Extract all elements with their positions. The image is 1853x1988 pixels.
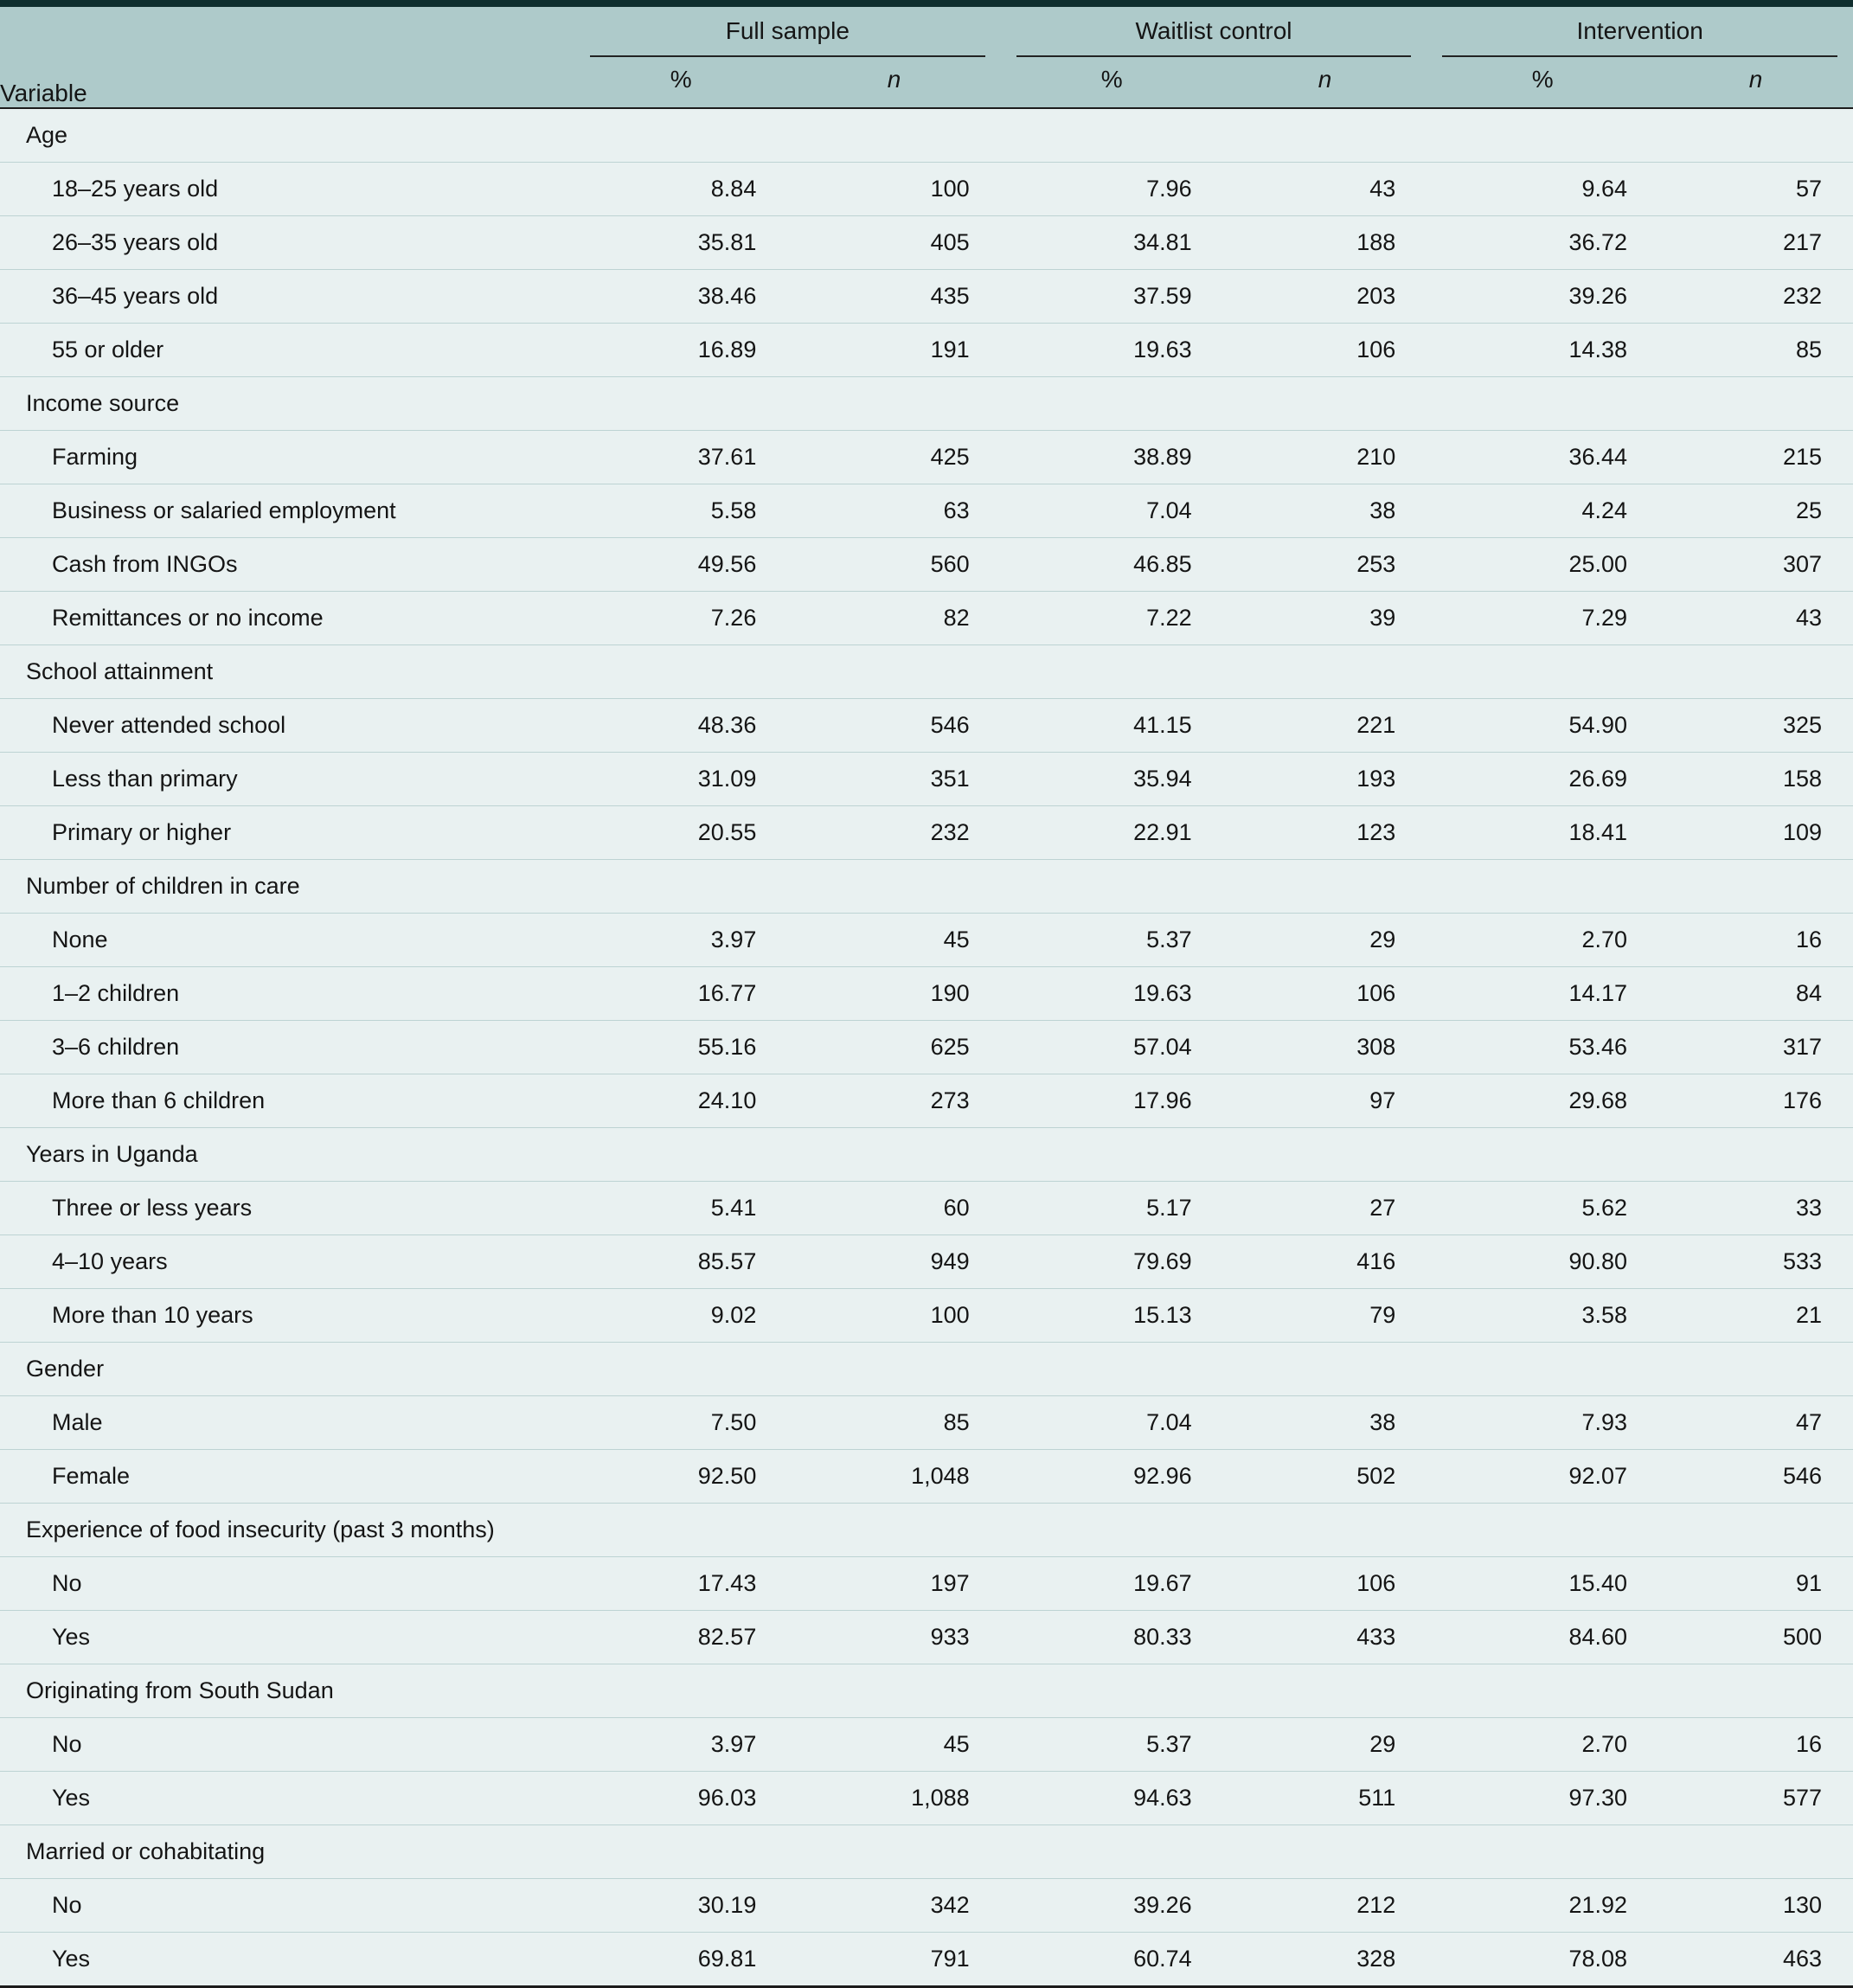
cell-value: 106	[1223, 967, 1427, 1021]
row-label: Female	[0, 1450, 574, 1504]
section-label: Experience of food insecurity (past 3 months)	[0, 1504, 1853, 1557]
cell-value: 29	[1223, 1718, 1427, 1772]
cell-value: 91	[1658, 1557, 1853, 1611]
cell-value: 8.84	[574, 163, 787, 216]
subheader-pct-intervention: %	[1427, 57, 1658, 108]
cell-value: 500	[1658, 1611, 1853, 1664]
cell-value: 1,088	[787, 1772, 1000, 1825]
cell-value: 37.59	[1001, 270, 1223, 324]
section-row	[0, 1664, 1853, 1718]
row-label: Yes	[0, 1933, 574, 1987]
row-label: 18–25 years old	[0, 163, 574, 216]
row-label: 3–6 children	[0, 1021, 574, 1074]
group-underline-waitlist-control	[1016, 9, 1412, 57]
cell-value: 106	[1223, 1557, 1427, 1611]
cell-value: 7.93	[1427, 1396, 1658, 1450]
section-label: Age	[26, 122, 68, 148]
cell-value: 34.81	[1001, 216, 1223, 270]
table-row	[0, 1450, 1853, 1504]
cell-value: 7.26	[574, 592, 787, 645]
cell-value: 39.26	[1427, 270, 1658, 324]
cell-value: 3.58	[1427, 1289, 1658, 1343]
cell-value: 5.37	[1001, 1718, 1223, 1772]
cell-value: 45	[787, 914, 1000, 967]
row-label: Business or salaried employment	[0, 484, 574, 538]
row-label: Never attended school	[0, 699, 574, 753]
cell-value: 43	[1223, 163, 1427, 216]
cell-value: 19.63	[1001, 967, 1223, 1021]
cell-value: 45	[787, 1718, 1000, 1772]
cell-value: 29	[1223, 914, 1427, 967]
cell-value: 130	[1658, 1879, 1853, 1933]
table-row	[0, 1718, 1853, 1772]
section-row	[0, 860, 1853, 914]
cell-value: 215	[1658, 431, 1853, 484]
table-row	[0, 1021, 1853, 1074]
cell-value: 84.60	[1427, 1611, 1658, 1664]
section-row	[0, 377, 1853, 431]
cell-value: 30.19	[574, 1879, 787, 1933]
cell-value: 232	[1658, 270, 1853, 324]
row-label: Yes	[0, 1772, 574, 1825]
cell-value: 433	[1223, 1611, 1427, 1664]
cell-value: 38.89	[1001, 431, 1223, 484]
cell-value: 37.61	[574, 431, 787, 484]
cell-value: 109	[1658, 806, 1853, 860]
cell-value: 26.69	[1427, 753, 1658, 806]
cell-value: 212	[1223, 1879, 1427, 1933]
cell-value: 47	[1658, 1396, 1853, 1450]
cell-value: 511	[1223, 1772, 1427, 1825]
table-header	[0, 3, 1853, 108]
cell-value: 69.81	[574, 1933, 787, 1987]
section-label: Originating from South Sudan	[0, 1664, 1853, 1718]
group-label-intervention: Intervention	[1576, 17, 1703, 44]
section-row	[0, 1343, 1853, 1396]
row-label: 4–10 years	[0, 1235, 574, 1289]
row-label: 26–35 years old	[0, 216, 574, 270]
cell-value: 97.30	[1427, 1772, 1658, 1825]
cell-value: 92.96	[1001, 1450, 1223, 1504]
cell-value: 325	[1658, 699, 1853, 753]
cell-value: 5.17	[1001, 1182, 1223, 1235]
table-row	[0, 1557, 1853, 1611]
table-row	[0, 914, 1853, 967]
cell-value: 9.02	[574, 1289, 787, 1343]
cell-value: 31.09	[574, 753, 787, 806]
cell-value: 20.55	[574, 806, 787, 860]
cell-value: 217	[1658, 216, 1853, 270]
cell-value: 25.00	[1427, 538, 1658, 592]
cell-value: 80.33	[1001, 1611, 1223, 1664]
table-row	[0, 216, 1853, 270]
cell-value: 49.56	[574, 538, 787, 592]
table-row	[0, 753, 1853, 806]
cell-value: 85	[787, 1396, 1000, 1450]
subheader-n-full-sample: n	[787, 57, 1000, 108]
group-label-waitlist-control: Waitlist control	[1135, 17, 1292, 44]
cell-value: 5.41	[574, 1182, 787, 1235]
cell-value: 176	[1658, 1074, 1853, 1128]
cell-value: 203	[1223, 270, 1427, 324]
row-label: Farming	[0, 431, 574, 484]
section-label: Income source	[0, 377, 1853, 431]
cell-value: 7.96	[1001, 163, 1223, 216]
cell-value: 577	[1658, 1772, 1853, 1825]
table-row	[0, 324, 1853, 377]
row-label: More than 10 years	[0, 1289, 574, 1343]
cell-value: 100	[787, 163, 1000, 216]
subheader-n-waitlist-control: n	[1223, 57, 1427, 108]
cell-value: 546	[787, 699, 1000, 753]
cell-value: 55.16	[574, 1021, 787, 1074]
cell-value: 92.50	[574, 1450, 787, 1504]
cell-value: 273	[787, 1074, 1000, 1128]
row-label: Primary or higher	[0, 806, 574, 860]
table-row	[0, 538, 1853, 592]
cell-value: 17.96	[1001, 1074, 1223, 1128]
cell-value: 36.44	[1427, 431, 1658, 484]
cell-value: 435	[787, 270, 1000, 324]
cell-value: 949	[787, 1235, 1000, 1289]
row-label: Three or less years	[0, 1182, 574, 1235]
cell-value: 9.64	[1427, 163, 1658, 216]
cell-value: 96.03	[574, 1772, 787, 1825]
row-label: None	[0, 914, 574, 967]
cell-value: 82.57	[574, 1611, 787, 1664]
group-header-full-sample	[574, 3, 1001, 57]
cell-value: 425	[787, 431, 1000, 484]
cell-value: 3.97	[574, 914, 787, 967]
row-label: Male	[0, 1396, 574, 1450]
section-label: Number of children in care	[0, 860, 1853, 914]
group-label-full-sample: Full sample	[725, 17, 850, 44]
table-row	[0, 1772, 1853, 1825]
section-label: Married or cohabitating	[0, 1825, 1853, 1879]
subheader-n-intervention: n	[1658, 57, 1853, 108]
cell-value: 84	[1658, 967, 1853, 1021]
row-label: Cash from INGOs	[0, 538, 574, 592]
cell-value: 307	[1658, 538, 1853, 592]
cell-value: 7.29	[1427, 592, 1658, 645]
subheader-pct-waitlist-control: %	[1001, 57, 1223, 108]
cell-value: 38.46	[574, 270, 787, 324]
cell-value: 39	[1223, 592, 1427, 645]
cell-value: 21.92	[1427, 1879, 1658, 1933]
cell-value: 57	[1658, 163, 1853, 216]
cell-value: 16	[1658, 914, 1853, 967]
cell-value: 60.74	[1001, 1933, 1223, 1987]
cell-value: 41.15	[1001, 699, 1223, 753]
table-row	[0, 1396, 1853, 1450]
row-label: 1–2 children	[0, 967, 574, 1021]
cell-value: 94.63	[1001, 1772, 1223, 1825]
cell-value: 54.90	[1427, 699, 1658, 753]
cell-value: 188	[1223, 216, 1427, 270]
cell-value: 5.37	[1001, 914, 1223, 967]
cell-value: 533	[1658, 1235, 1853, 1289]
cell-value: 60	[787, 1182, 1000, 1235]
row-label: No	[0, 1557, 574, 1611]
cell-value: 16	[1658, 1718, 1853, 1772]
cell-value: 158	[1658, 753, 1853, 806]
table-row	[0, 699, 1853, 753]
row-label: More than 6 children	[0, 1074, 574, 1128]
cell-value: 19.63	[1001, 324, 1223, 377]
cell-value: 106	[1223, 324, 1427, 377]
cell-value: 7.04	[1001, 1396, 1223, 1450]
cell-value: 232	[787, 806, 1000, 860]
cell-value: 36.72	[1427, 216, 1658, 270]
cell-value: 38	[1223, 1396, 1427, 1450]
cell-value: 92.07	[1427, 1450, 1658, 1504]
table-row	[0, 1235, 1853, 1289]
cell-value: 35.94	[1001, 753, 1223, 806]
row-label: Remittances or no income	[0, 592, 574, 645]
cell-value: 14.17	[1427, 967, 1658, 1021]
cell-value: 933	[787, 1611, 1000, 1664]
section-row	[0, 1504, 1853, 1557]
row-label: Yes	[0, 1611, 574, 1664]
cell-value: 1,048	[787, 1450, 1000, 1504]
table-row	[0, 967, 1853, 1021]
cell-value: 253	[1223, 538, 1427, 592]
cell-value: 463	[1658, 1933, 1853, 1987]
cell-value: 7.22	[1001, 592, 1223, 645]
table-row	[0, 1289, 1853, 1343]
cell-value: 24.10	[574, 1074, 787, 1128]
cell-value: 416	[1223, 1235, 1427, 1289]
cell-value: 328	[1223, 1933, 1427, 1987]
cell-value: 342	[787, 1879, 1000, 1933]
cell-value: 15.40	[1427, 1557, 1658, 1611]
cell-value: 5.62	[1427, 1182, 1658, 1235]
cell-value: 97	[1223, 1074, 1427, 1128]
cell-value: 625	[787, 1021, 1000, 1074]
section-row	[0, 1825, 1853, 1879]
cell-value: 7.50	[574, 1396, 787, 1450]
cell-value: 27	[1223, 1182, 1427, 1235]
cell-value: 123	[1223, 806, 1427, 860]
cell-value: 351	[787, 753, 1000, 806]
cell-value: 2.70	[1427, 914, 1658, 967]
cell-value: 53.46	[1427, 1021, 1658, 1074]
group-header-waitlist-control	[1001, 3, 1427, 57]
table-row	[0, 1074, 1853, 1128]
cell-value: 308	[1223, 1021, 1427, 1074]
cell-value: 191	[787, 324, 1000, 377]
cell-value: 405	[787, 216, 1000, 270]
cell-value: 16.77	[574, 967, 787, 1021]
cell-value: 210	[1223, 431, 1427, 484]
cell-value: 19.67	[1001, 1557, 1223, 1611]
cell-value: 85	[1658, 324, 1853, 377]
cell-value: 18.41	[1427, 806, 1658, 860]
table-row	[0, 163, 1853, 216]
cell-value: 546	[1658, 1450, 1853, 1504]
cell-value: 63	[787, 484, 1000, 538]
cell-value: 15.13	[1001, 1289, 1223, 1343]
cell-value: 3.97	[574, 1718, 787, 1772]
cell-value: 35.81	[574, 216, 787, 270]
group-underline-full-sample	[590, 9, 985, 57]
section-row	[0, 1128, 1853, 1182]
cell-value: 79.69	[1001, 1235, 1223, 1289]
cell-value: 5.58	[574, 484, 787, 538]
cell-value: 22.91	[1001, 806, 1223, 860]
cell-value: 221	[1223, 699, 1427, 753]
group-underline-intervention	[1442, 9, 1837, 57]
cell-value: 48.36	[574, 699, 787, 753]
cell-value: 7.04	[1001, 484, 1223, 538]
row-label: 36–45 years old	[0, 270, 574, 324]
row-label: 55 or older	[0, 324, 574, 377]
section-label: Gender	[0, 1343, 1853, 1396]
section-label: School attainment	[0, 645, 1853, 699]
table-row	[0, 1879, 1853, 1933]
cell-value: 82	[787, 592, 1000, 645]
cell-value: 197	[787, 1557, 1000, 1611]
cell-value: 14.38	[1427, 324, 1658, 377]
cell-value: 25	[1658, 484, 1853, 538]
cell-value: 190	[787, 967, 1000, 1021]
cell-value: 46.85	[1001, 538, 1223, 592]
cell-value: 33	[1658, 1182, 1853, 1235]
cell-value: 29.68	[1427, 1074, 1658, 1128]
table-row	[0, 484, 1853, 538]
table-row	[0, 1933, 1853, 1987]
cell-value: 100	[787, 1289, 1000, 1343]
row-label: Less than primary	[0, 753, 574, 806]
table-row	[0, 431, 1853, 484]
table-row	[0, 1182, 1853, 1235]
section-label: Years in Uganda	[0, 1128, 1853, 1182]
group-header-intervention	[1427, 3, 1853, 57]
cell-value: 79	[1223, 1289, 1427, 1343]
cell-value: 57.04	[1001, 1021, 1223, 1074]
cell-value: 560	[787, 538, 1000, 592]
subheader-pct-full-sample: %	[574, 57, 787, 108]
table-row	[0, 1611, 1853, 1664]
table-row	[0, 270, 1853, 324]
cell-value: 39.26	[1001, 1879, 1223, 1933]
cell-value: 38	[1223, 484, 1427, 538]
section-row	[0, 108, 1853, 163]
cell-value: 502	[1223, 1450, 1427, 1504]
table-row	[0, 592, 1853, 645]
cell-value: 2.70	[1427, 1718, 1658, 1772]
cell-value: 78.08	[1427, 1933, 1658, 1987]
table-row	[0, 806, 1853, 860]
header-group-row	[0, 3, 1853, 57]
cell-value: 4.24	[1427, 484, 1658, 538]
table-body	[0, 108, 1853, 1987]
row-label: No	[0, 1718, 574, 1772]
section-row	[0, 645, 1853, 699]
cell-value: 43	[1658, 592, 1853, 645]
cell-value: 16.89	[574, 324, 787, 377]
cell-value: 17.43	[574, 1557, 787, 1611]
row-label: No	[0, 1879, 574, 1933]
cell-value: 21	[1658, 1289, 1853, 1343]
cell-value: 90.80	[1427, 1235, 1658, 1289]
cell-value: 317	[1658, 1021, 1853, 1074]
cell-value: 193	[1223, 753, 1427, 806]
cell-value: 791	[787, 1933, 1000, 1987]
cell-value: 85.57	[574, 1235, 787, 1289]
variable-column-header: Variable	[0, 3, 574, 108]
